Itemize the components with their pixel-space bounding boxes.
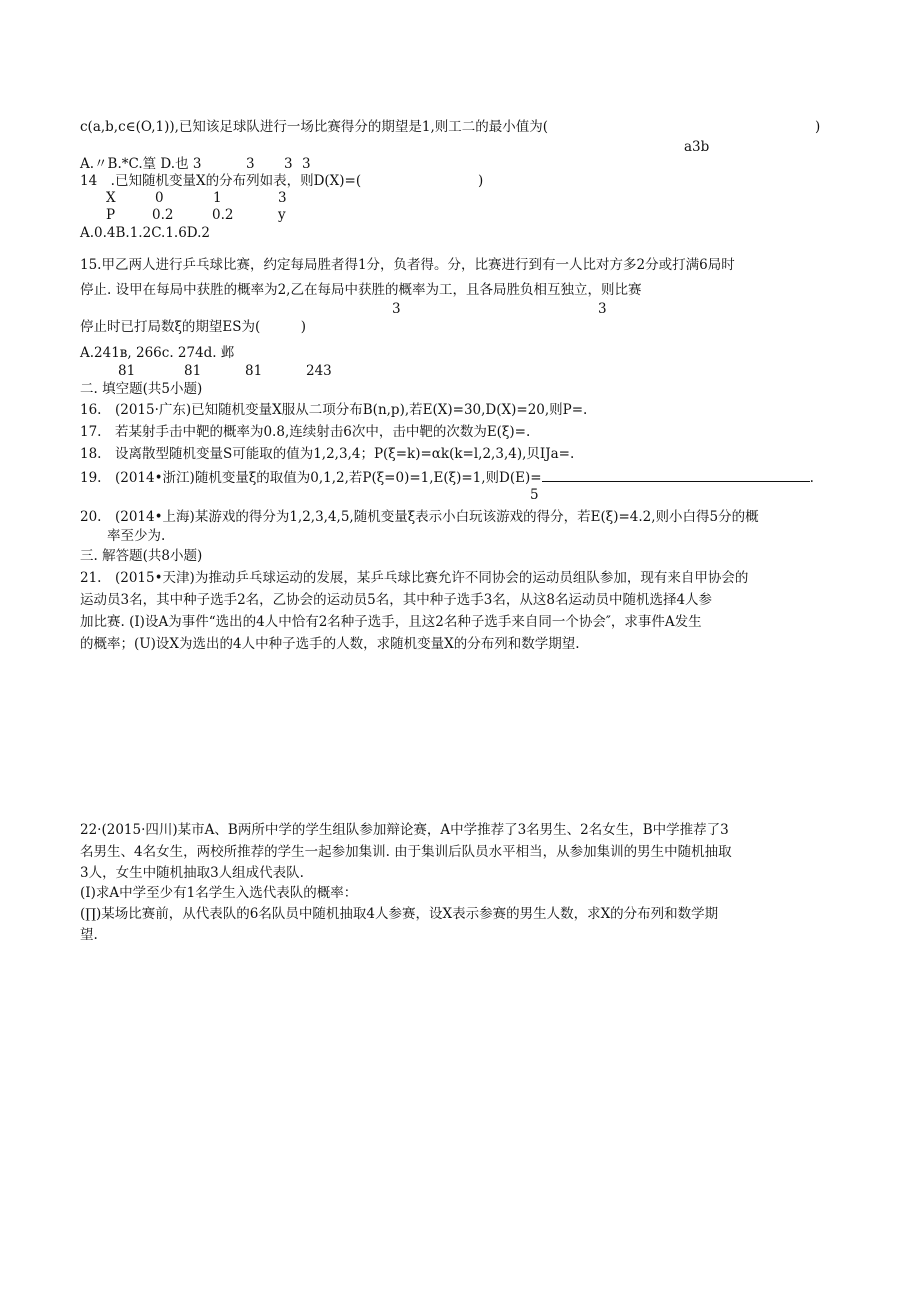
q22-line2: 名男生、4名女生，两校所推荐的学生一起参加集训. 由于集训后队员水平相当，从参加集训的男生中随机抽取 (80, 844, 732, 860)
q20-line1: 20. (2014•上海)某游戏的得分为1,2,3,4,5,随机变量ξ表示小白玩该游戏的得分，若E(ξ)=4.2,则小白得5分的概 (80, 509, 759, 525)
table-cell: 3 (278, 190, 287, 206)
table-cell: 1 (213, 190, 222, 206)
q13-paren-close: ) (815, 119, 821, 135)
q13-denom-1: 3 (246, 156, 255, 172)
q22-line5: (∏)某场比赛前，从代表队的6名队员中随机抽取4人参赛，设X表示参赛的男生人数，求X的分布列和数学期 (80, 906, 719, 922)
q17: 17. 若某射手击中靶的概率为0.8,连续射击6次中，击中靶的次数为E(ξ)=. (80, 424, 531, 440)
table-cell: 0.2 (212, 207, 234, 223)
table-cell: 0.2 (152, 207, 174, 223)
q19-text: 19. (2014•浙江)随机变量ξ的取值为0,1,2,若P(ξ=0)=1,E(ξ)=1,则D(E)= (80, 470, 542, 486)
q15-options: A.241в, 266c. 274d. 邺 (80, 345, 235, 361)
q14-options: A.0.4B.1.2C.1.6D.2 (80, 225, 211, 241)
section-heading-fill-blank: 二. 填空题(共5小题) (80, 381, 203, 397)
q15-denom-2: 81 (184, 363, 202, 379)
q14-stem: 14 .已知随机变量X的分布列如表，则D(X)=( (80, 173, 362, 189)
q13-denom-3: 3 (302, 156, 311, 172)
q14-paren-close: ) (478, 173, 484, 189)
q20-line2: 率至少为. (107, 528, 166, 544)
table-cell: P (106, 207, 116, 223)
q19-tail: . (809, 470, 814, 486)
q15-denom-b: 3 (598, 301, 607, 317)
q13-stem: c(a,b,c∈(O,1)),已知该足球队进行一场比赛得分的期望是1,则工二的最小值为( (80, 119, 549, 135)
q19-denom: 5 (530, 487, 539, 503)
q18: 18. 设离散型随机变量S可能取的值为1,2,3,4；P(ξ=k)=αk(k=l,2,3,4),贝IJa=. (80, 446, 575, 462)
table-cell: y (278, 207, 286, 223)
q15-denom-a: 3 (392, 301, 401, 317)
q15-denom-3: 81 (245, 363, 263, 379)
q13-fraction-fragment: a3b (684, 139, 710, 155)
q15-line1: 15.甲乙两人进行乒乓球比赛，约定每局胜者得1分，负者得。分，比赛进行到有一人比对方多2分或打满6局时 (80, 257, 735, 273)
table-cell: 0 (155, 190, 164, 206)
q13-denom-2: 3 (284, 156, 293, 172)
q19-answer-blank[interactable] (542, 469, 810, 482)
table-cell: X (106, 190, 116, 206)
q22-line3: 3人，女生中随机抽取3人组成代表队. (80, 865, 304, 881)
q15-line3: 停止时已打局数ξ的期望ES为( ) (80, 319, 307, 335)
q21-line1: 21. (2015•天津)为推动乒乓球运动的发展，某乒乓球比赛允许不同协会的运动员组队参加，现有来自甲协会的 (80, 570, 749, 586)
section-heading-solutions: 三. 解答题(共8小题) (80, 548, 203, 564)
q15-denom-1: 81 (118, 363, 136, 379)
q21-line3: 加比赛. (I)设A为事件“选出的4人中恰有2名种子选手，且这2名种子选手来自同一个协会″，求事件A发生 (80, 614, 702, 630)
q13-options: A.〃B.*C.篁 D.也 3 (80, 156, 202, 172)
q16: 16. (2015·广东)已知随机变量X服从二项分布B(n,p),若E(X)=30,D(X)=20,则P=. (80, 402, 588, 418)
q22-line6: 望. (80, 927, 98, 943)
q15-line2: 停止. 设甲在每局中获胜的概率为2,乙在每局中获胜的概率为工，且各局胜负相互独立，则比赛 (80, 282, 642, 298)
q19-stem (80, 469, 814, 487)
q15-denom-4: 243 (306, 363, 332, 379)
q22-line1: 22·(2015·四川)某市A、B两所中学的学生组队参加辩论赛，A中学推荐了3名男生、2名女生，B中学推荐了3 (80, 822, 729, 838)
q21-line4: 的概率；(U)设X为选出的4人中种子选手的人数，求随机变量X的分布列和数学期望. (80, 636, 580, 652)
q21-line2: 运动员3名，其中种子选手2名，乙协会的运动员5名，其中种子选手3名，从这8名运动员中随机选择4人参 (80, 592, 713, 608)
q22-line4: (I)求A中学至少有1名学生入选代表队的概率： (80, 885, 358, 901)
